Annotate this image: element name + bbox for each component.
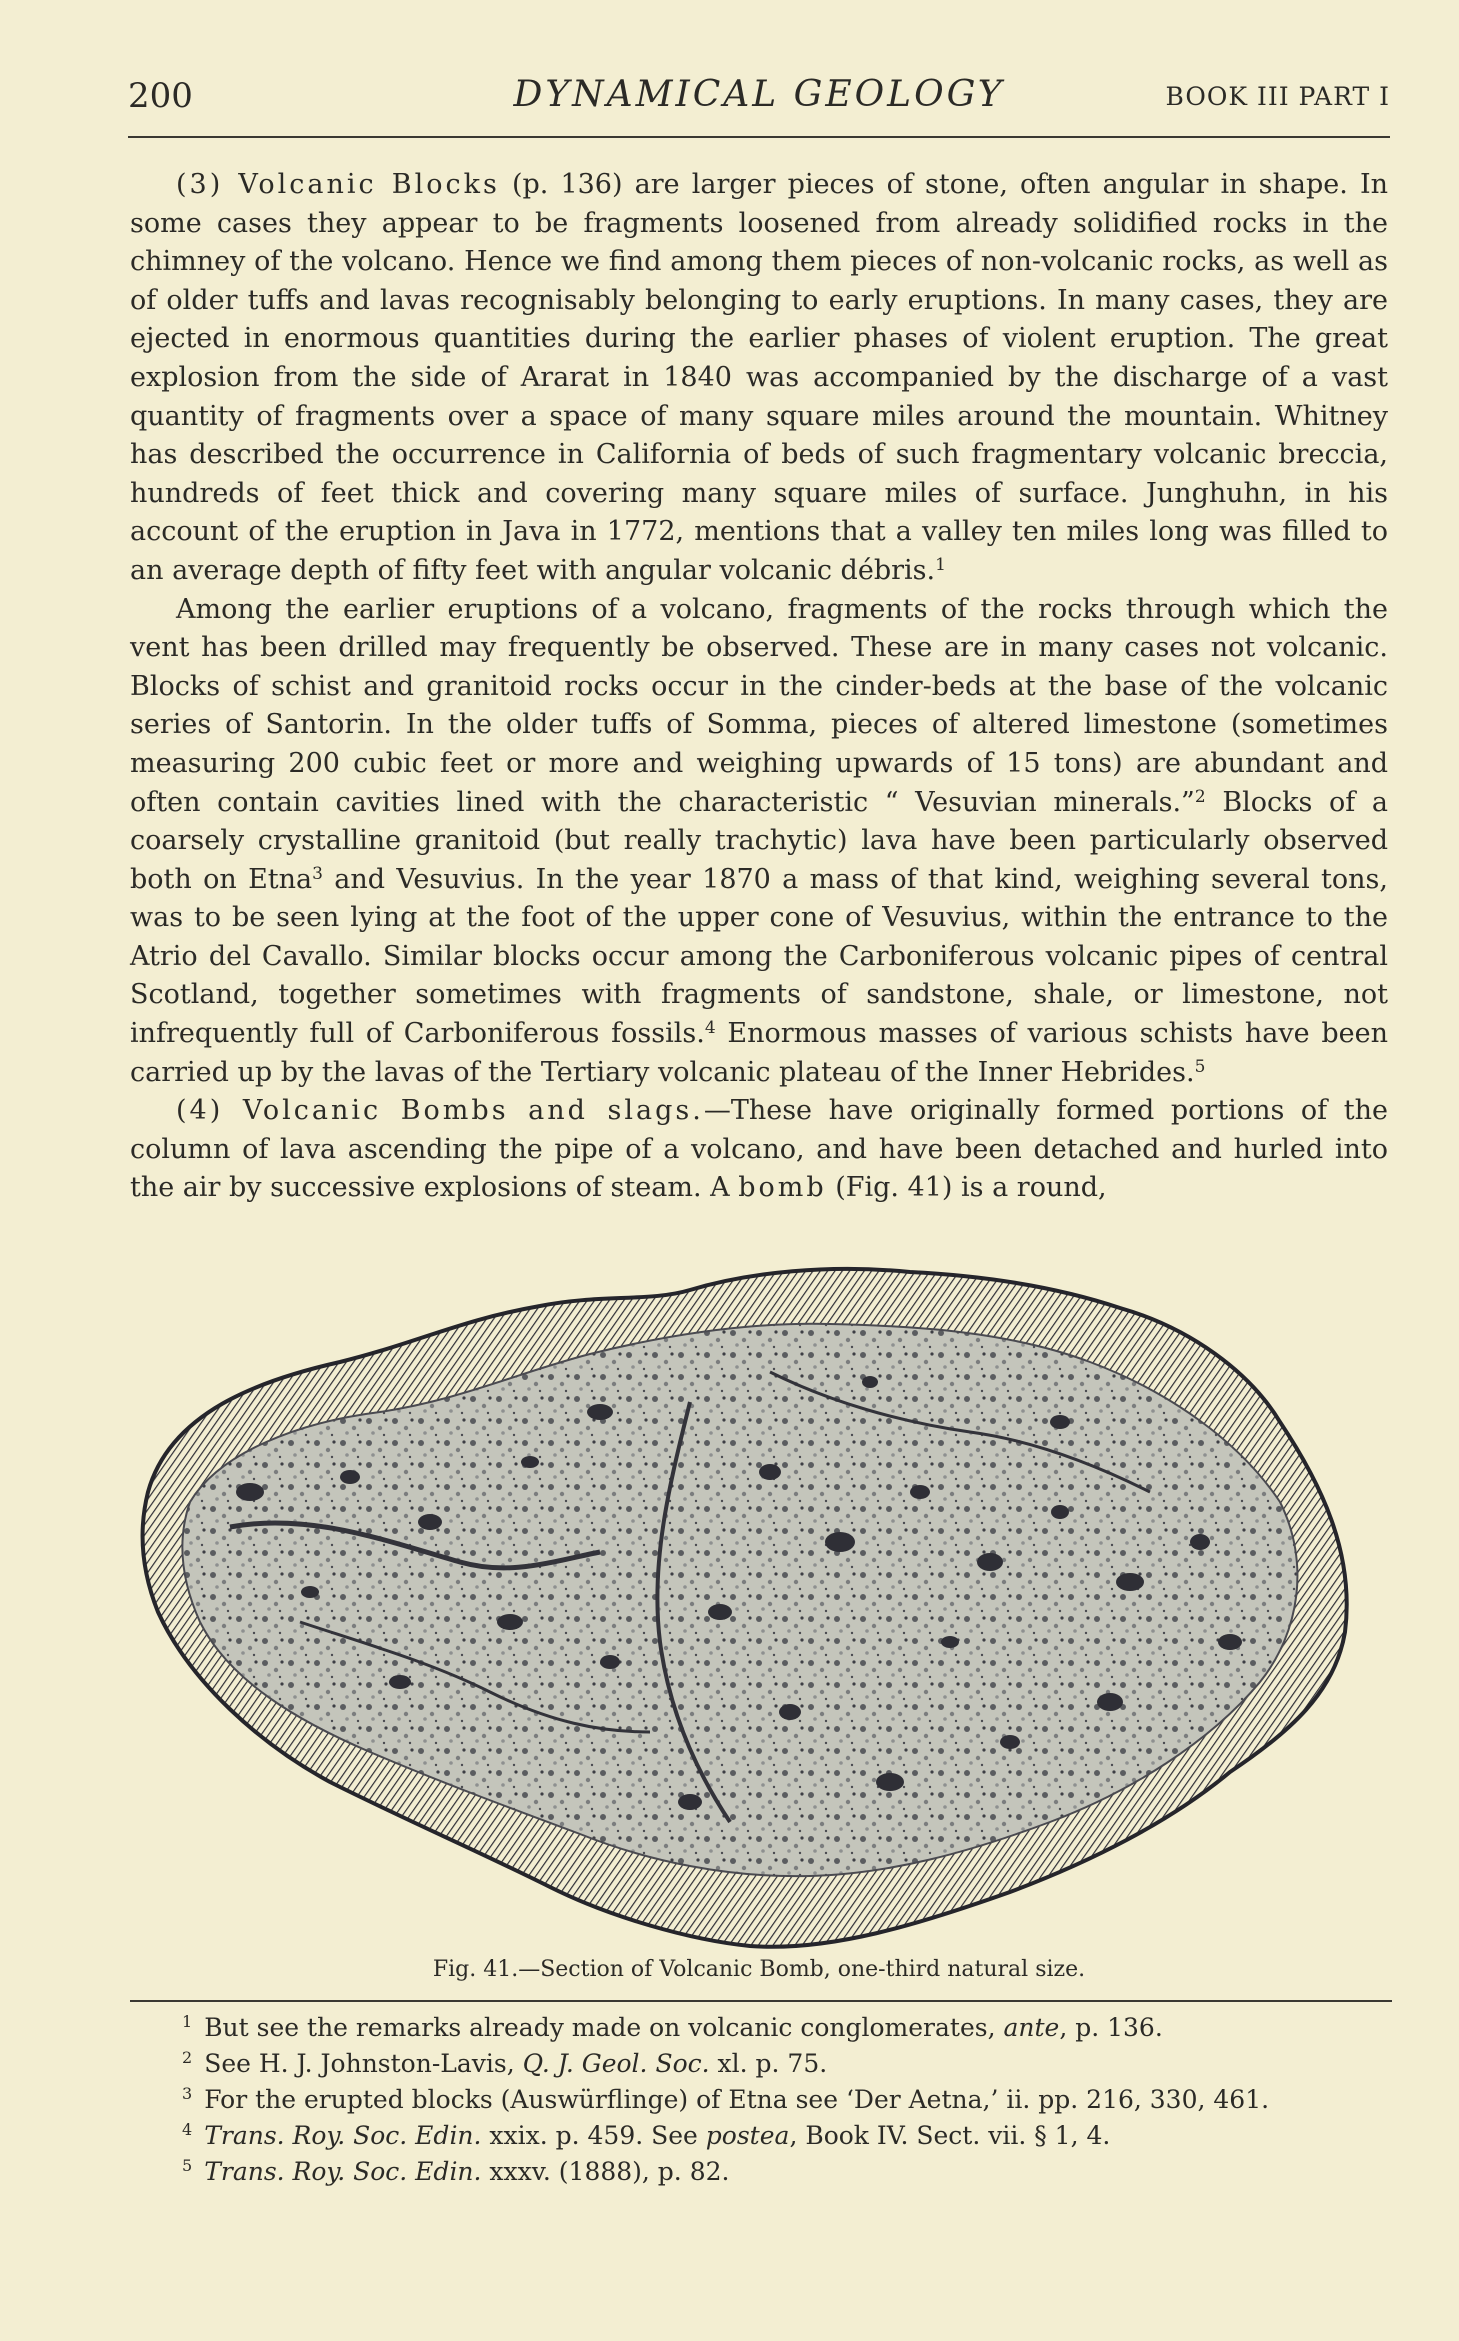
running-title: DYNAMICAL GEOLOGY	[513, 74, 1005, 115]
footnote-ref[interactable]: 3	[312, 863, 323, 884]
footnote-ref[interactable]: 1	[935, 554, 946, 575]
body-text	[130, 166, 1388, 1208]
footnote-ref[interactable]: 4	[704, 1018, 716, 1039]
page-header	[128, 72, 1390, 122]
footnote-ref[interactable]: 5	[1194, 1056, 1206, 1077]
footnote: $^3$ For the erupted blocks (Auswürflinge) of Etna see ‘Der Aetna,’ ii. pp. 216, 330, 461.	[182, 2084, 1270, 2114]
figure-volcanic-bomb	[130, 1262, 1388, 1952]
footnote: $^1$ But see the remarks already made on volcanic conglomerates, ante, p. 136.	[182, 2012, 1163, 2042]
footnote-ref[interactable]: 2	[1194, 786, 1206, 807]
volcanic-bomb-illustration	[130, 1262, 1388, 1952]
paragraph-earlier-eruptions: Among the earlier eruptions of a volcano, fragments of the rocks through which the vent has been drilled may frequently be observed. These are in many cases not volcanic. Blocks of schist and granitoid rocks occur in the cinder-beds at the base of the volcanic series of Santorin. In the older tuffs of Somma, pieces of altered limestone (sometimes measuring 200 cubic feet or more and weighing upwards of 15 tons) are abundant and often contain cavities lined with the characteristic “ Vesuvian minerals.”$^2$ Blocks of a coarsely crystalline granitoid (but really trachytic) lava have been particularly observed both on Etna$^3$ and Vesuvius. In the year 1870 a mass of that kind, weighing several tons, was to be seen lying at the foot of the upper cone of Vesuvius, within the entrance to the Atrio del Cavallo. Similar blocks occur among the Carboniferous volcanic pipes of central Scotland, together sometimes with fragments of sandstone, shale, or limestone, not infrequently full of Carboniferous fossils.$^4$ Enormous masses of various schists have been carried up by the lavas of the Tertiary volcanic plateau of the Inner Hebrides.$^5$	[130, 593, 1388, 1088]
paragraph-volcanic-bombs: (4) Volcanic Bombs and slags.—These have originally formed portions of the column of lava ascending the pipe of a volcano, and have been detached and hurled into the air by successive explosions of steam. A bomb (Fig. 41) is a round,	[130, 1095, 1388, 1204]
footnote: $^2$ See H. J. Johnston-Lavis, Q. J. Geol. Soc. xl. p. 75.	[182, 2048, 828, 2078]
paragraph-volcanic-blocks: (3) Volcanic Blocks (p. 136) are larger pieces of stone, often angular in shape. In some cases they appear to be fragments loosened from already solidified rocks in the chimney of the volcano. Hence we find among them pieces of non-volcanic rocks, as well as of older tuffs and lavas recognisably belonging to early eruptions. In many cases, they are ejected in enormous quantities during the earlier phases of violent eruption. The great explosion from the side of Ararat in 1840 was accompanied by the discharge of a vast quantity of fragments over a space of many square miles around the mountain. Whitney has described the occurrence in California of beds of such fragmentary volcanic breccia, hundreds of feet thick and covering many square miles of surface. Junghuhn, in his account of the eruption in Java in 1772, mentions that a valley ten miles long was filled to an average depth of fifty feet with angular volcanic débris.$^1$	[130, 169, 1388, 586]
footnote-rule	[130, 2000, 1392, 2002]
section-heading: (4) Volcanic Bombs and slags.	[176, 1095, 704, 1127]
section-heading: (3) Volcanic Blocks	[176, 169, 500, 200]
page-number: 200	[128, 76, 193, 116]
header-rule	[128, 136, 1390, 138]
footnotes	[130, 2010, 1388, 2190]
figure-caption: Fig. 41.—Section of Volcanic Bomb, one-third natural size.	[432, 1957, 1086, 1982]
footnote: $^4$ Trans. Roy. Soc. Edin. xxix. p. 459. See postea, Book IV. Sect. vii. § 1, 4.	[182, 2120, 1111, 2150]
book-part-label: BOOK III PART I	[1165, 82, 1390, 111]
footnote: $^5$ Trans. Roy. Soc. Edin. xxxv. (1888), p. 82.	[182, 2156, 730, 2186]
